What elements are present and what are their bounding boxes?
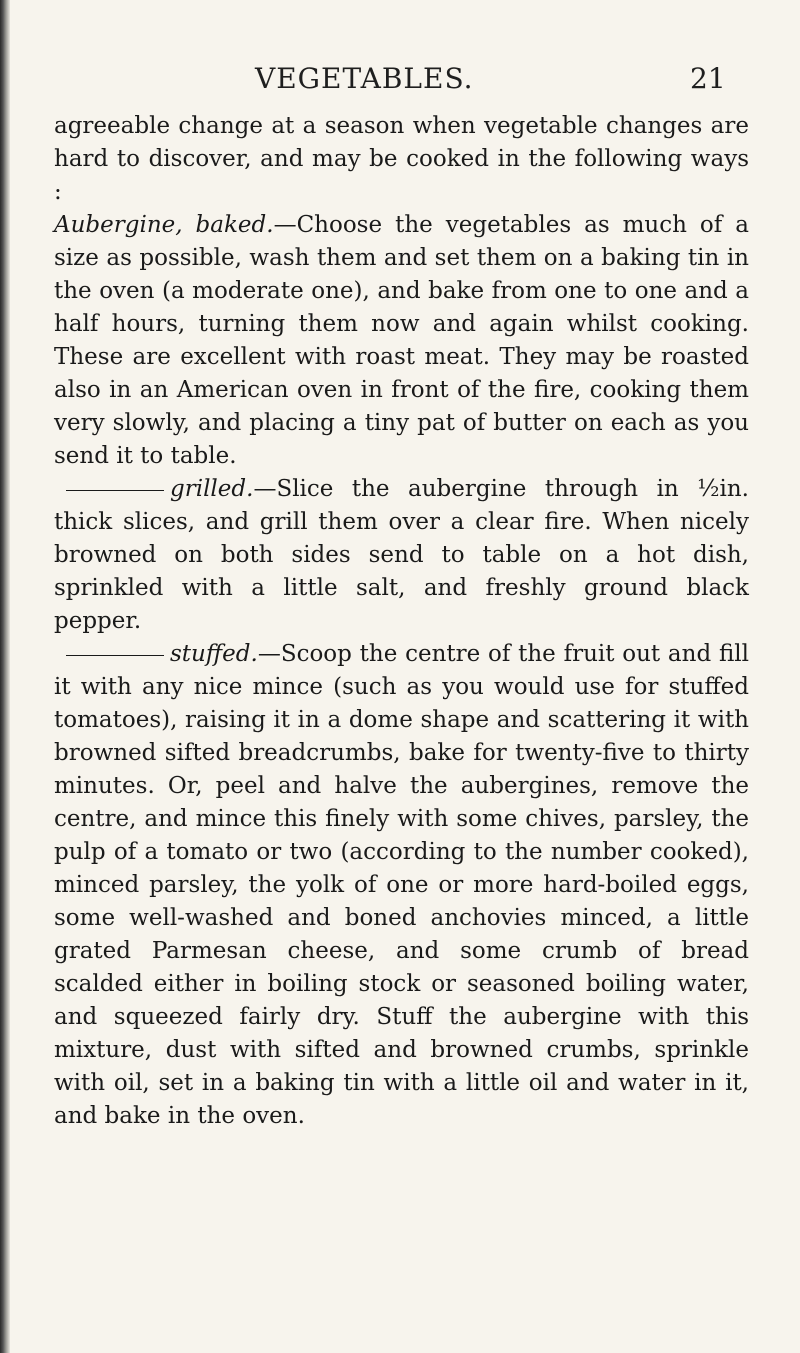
page-header: [0, 62, 800, 102]
recipe-title: stuffed.: [170, 641, 258, 667]
book-spine-shadow: [0, 0, 10, 1353]
recipe-text: —Scoop the centre of the fruit out and fill it with any nice mince (such as you would use for stuffed tomatoes), raising it in a dome shape and scattering it with browned sifted breadcrumbs, bake for twenty-five to thirty minutes. Or, peel and halve the aubergines, remove the centre, and mince this finely with some chives, parsley, the pulp of a tomato or two (according to the number cooked), minced parsley, the yolk of one or more hard-boiled eggs, some well-washed and boned anchovies minced, a little grated Parmesan cheese, and some crumb of bread scalded either in boiling stock or seasoned boiling water, and squeezed fairly dry. Stuff the aubergine with this mixture, dust with sifted and browned crumbs, sprinkle with oil, set in a baking tin with a little oil and water in it, and bake in the oven.: [54, 641, 749, 1129]
body-text: [54, 110, 749, 1133]
paragraph-intro: [54, 110, 749, 209]
paragraph-aubergine-baked: [54, 209, 749, 473]
paragraph-aubergine-stuffed: [54, 638, 749, 1133]
recipe-text: —Slice the aubergine through in ½in. thick slices, and grill them over a clear fire. When nicely browned on both sides send to table on a hot dish, sprinkled with a little salt, and freshly ground black pepper.: [54, 476, 749, 634]
recipe-text: —Choose the vegetables as much of a size as possible, wash them and set them on a baking tin in the oven (a moderate one), and bake from one to one and a half hours, turning them now and again whilst cooking. These are excellent with roast meat. They may be roasted also in an American oven in front of the fire, cooking them very slowly, and placing a tiny pat of butter on each as you send it to table.: [54, 212, 749, 469]
running-head: VEGETABLES.: [255, 62, 474, 95]
ditto-rule: [66, 655, 164, 656]
ditto-rule: [66, 490, 164, 491]
paragraph-aubergine-grilled: [54, 473, 749, 638]
recipe-title: Aubergine, baked.: [54, 212, 274, 238]
paragraph-text: agreeable change at a season when vegetable changes are hard to discover, and may be cooked in the following ways :: [54, 113, 749, 205]
page-number: 21: [690, 62, 726, 95]
recipe-title: grilled.: [170, 476, 254, 502]
